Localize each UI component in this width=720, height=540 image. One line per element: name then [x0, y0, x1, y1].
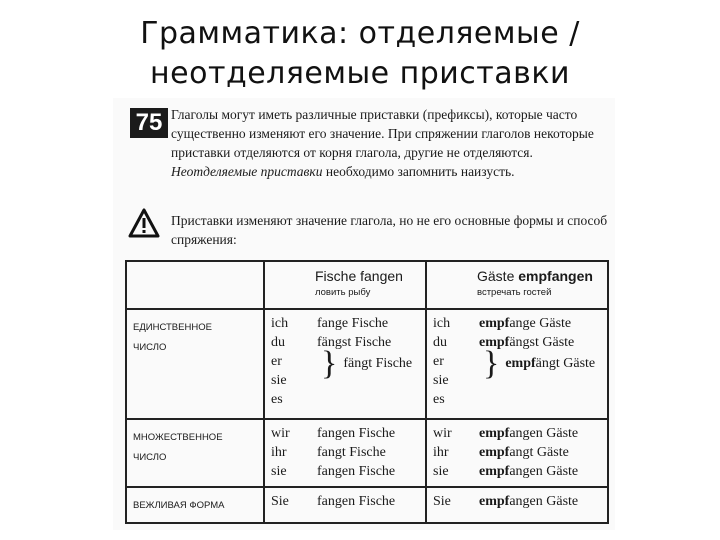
intro-text: Глаголы могут иметь различные приставки (префиксы), которые часто существенно изменяют его значение. При спряжении глаголов некоторые приставки отделяются от корня глагола, другие не отделяются. — [171, 107, 594, 160]
conjugation-table — [125, 260, 609, 524]
header-verb-2-bold: empfangen — [518, 268, 593, 284]
scanned-textbook-page — [113, 98, 615, 530]
header-verb-1: Fische fangen — [315, 268, 403, 284]
row-label-singular: ЕДИНСТВЕННОЕ ЧИСЛО — [126, 309, 264, 419]
header-translation-1: ловить рыбу — [315, 287, 371, 298]
header-translation-2: встречать гостей — [477, 287, 552, 298]
row-label-plural: МНОЖЕСТВЕННОЕ ЧИСЛО — [126, 419, 264, 487]
singular-row — [126, 309, 608, 419]
forms-singular-gaeste: empfange Gäste empfängst Gäste } empfängt Gäste — [473, 309, 608, 419]
form-polite-fische: fangen Fische — [311, 487, 426, 523]
header-cell-fische — [311, 261, 426, 309]
intro-paragraph — [171, 105, 611, 181]
form-polite-gaeste: empfangen Gäste — [473, 487, 608, 523]
warning-triangle-icon — [128, 208, 160, 238]
forms-plural-fische: fangen Fische fangt Fische fangen Fische — [311, 419, 426, 487]
pronouns-singular-1: ich du er sie es — [264, 309, 311, 419]
row-label-polite: ВЕЖЛИВАЯ ФОРМА — [126, 487, 264, 523]
header-spacer — [264, 261, 311, 309]
slide-title-line-2: неотделяемые приставки — [150, 56, 570, 91]
header-spacer-2 — [426, 261, 473, 309]
forms-singular-fische: fange Fische fängst Fische } fängt Fische — [311, 309, 426, 419]
header-verb-2: Gäste empfangen — [477, 268, 593, 284]
brace-icon: } — [483, 345, 500, 382]
table-header-row — [126, 261, 608, 309]
pronouns-singular-2: ich du er sie es — [426, 309, 473, 419]
pronoun-polite-2: Sie — [426, 487, 473, 523]
slide-title — [0, 14, 720, 94]
intro-italic-text: Неотделяемые приставки — [171, 164, 323, 179]
pronoun-polite-1: Sie — [264, 487, 311, 523]
polite-row — [126, 487, 608, 523]
empty-header-cell — [126, 261, 264, 309]
pronouns-plural-2: wir ihr sie — [426, 419, 473, 487]
brace-icon: } — [321, 345, 338, 382]
header-cell-gaeste — [473, 261, 608, 309]
forms-plural-gaeste: empfangen Gäste empfangt Gäste empfangen Gäste — [473, 419, 608, 487]
section-number-badge: 75 — [130, 108, 168, 138]
intro-text-end: необходимо запомнить наизусть. — [322, 164, 515, 179]
plural-row — [126, 419, 608, 487]
pronouns-plural-1: wir ihr sie — [264, 419, 311, 487]
slide-title-line-1: Грамматика: отделяемые / — [140, 16, 580, 51]
warning-note: Приставки изменяют значение глагола, но не его основные формы и способ спряжения: — [171, 213, 608, 247]
